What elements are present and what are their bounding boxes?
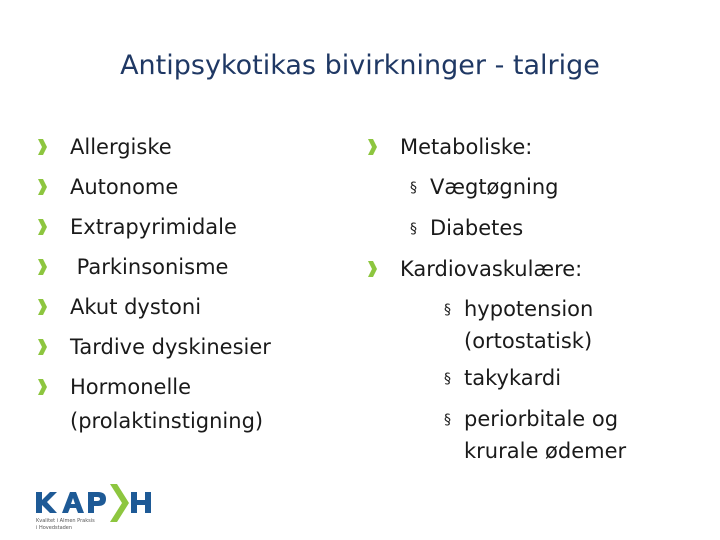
square-bullet-icon: §	[444, 302, 451, 318]
sub-item-text: Vægtøgning	[430, 175, 559, 199]
item-text-continued: (prolaktinstigning)	[70, 409, 264, 433]
item-text: Hormonelle	[70, 375, 192, 399]
list-item	[70, 247, 370, 287]
logo-caption: i Hovedstaden	[36, 525, 73, 531]
item-text: Autonome	[70, 175, 179, 199]
chevron-bullet-icon	[38, 179, 47, 195]
list-item	[70, 327, 370, 367]
item-text: Parkinsonisme	[70, 255, 229, 279]
item-text: Akut dystoni	[70, 295, 202, 319]
item-text: Kardiovaskulære:	[400, 257, 583, 281]
square-bullet-icon: §	[444, 371, 451, 387]
sub-item-text-continued: krurale ødemer	[464, 439, 627, 463]
sub-item-text: periorbitale og	[464, 407, 619, 431]
right-bullet-list	[400, 127, 700, 468]
chevron-bullet-icon	[368, 139, 377, 155]
list-item-metabolic	[400, 127, 700, 167]
slide-title: Antipsykotikas bivirkninger - talrige	[120, 50, 600, 81]
item-text: Extrapyrimidale	[70, 215, 237, 239]
list-item	[70, 207, 370, 247]
square-bullet-icon: §	[444, 412, 451, 428]
list-item-cardio	[400, 249, 700, 289]
sub-item-text-continued: (ortostatisk)	[464, 329, 593, 353]
chevron-bullet-icon	[38, 339, 47, 355]
list-item	[70, 370, 370, 438]
sub-item	[400, 358, 700, 399]
item-text: Tardive dyskinesier	[70, 335, 271, 359]
sub-item	[400, 167, 700, 208]
sub-item-text: hypotension	[464, 297, 594, 321]
sub-item-text: takykardi	[464, 366, 562, 390]
item-text: Metaboliske:	[400, 135, 533, 159]
sub-item	[400, 399, 700, 440]
chevron-bullet-icon	[38, 139, 47, 155]
sub-item	[400, 289, 700, 330]
sub-item	[400, 208, 700, 249]
sub-item-text: Diabetes	[430, 216, 524, 240]
square-bullet-icon: §	[410, 180, 417, 196]
list-item	[70, 167, 370, 207]
logo-caption: Kvalitet i Almen Praksis	[36, 518, 95, 524]
list-item	[70, 287, 370, 327]
item-text: Allergiske	[70, 135, 172, 159]
chevron-bullet-icon	[368, 261, 377, 277]
chevron-bullet-icon	[38, 259, 47, 275]
chevron-bullet-icon	[38, 379, 47, 395]
square-bullet-icon: §	[410, 221, 417, 237]
chevron-bullet-icon	[38, 219, 47, 235]
left-bullet-list	[70, 127, 370, 438]
chevron-bullet-icon	[38, 299, 47, 315]
list-item	[70, 127, 370, 167]
